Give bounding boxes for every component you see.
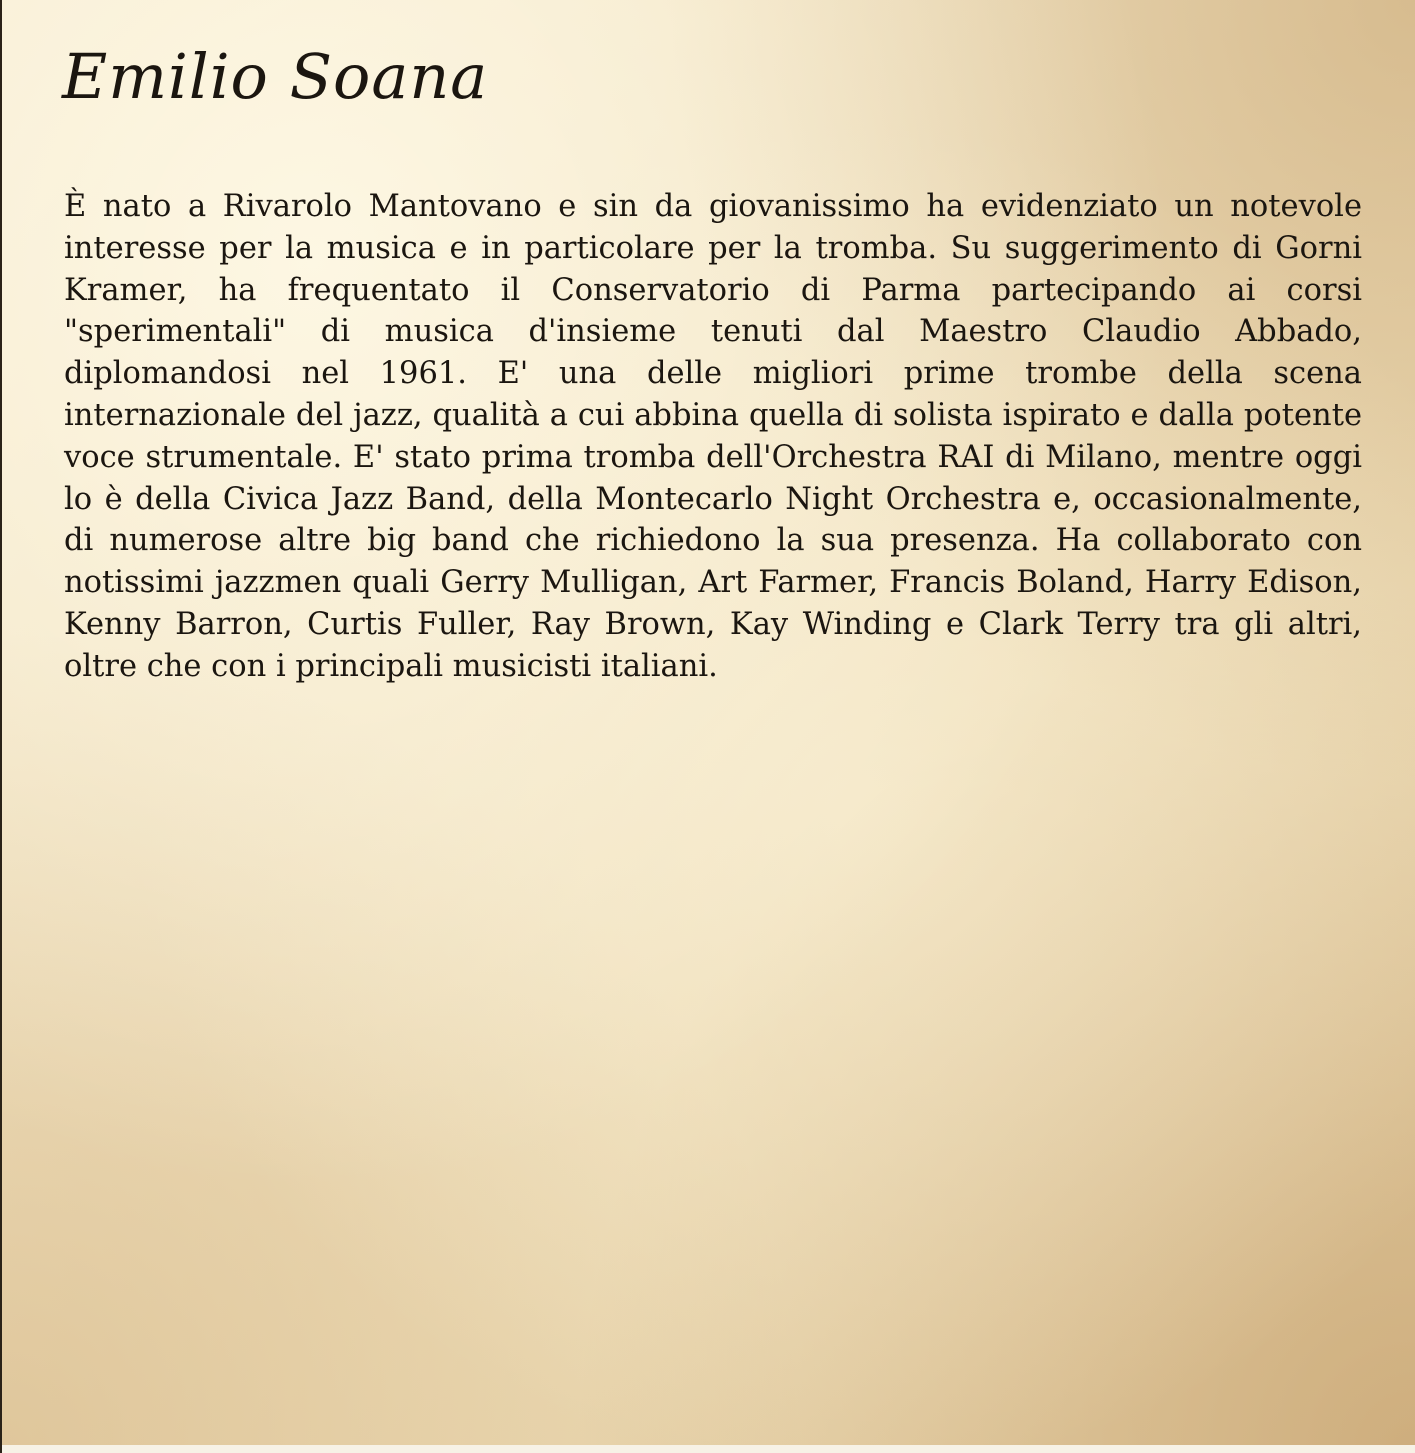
bottom-edge-strip bbox=[2, 1445, 1415, 1453]
page-title: Emilio Soana bbox=[62, 40, 489, 113]
biography-text: È nato a Rivarolo Mantovano e sin da giovanissimo ha evidenziato un notevole interesse per la musica e in particolare per la tromba. Su suggerimento di Gorni Kramer, ha frequentato il Conservatorio di Parma partecipando ai corsi "sperimentali" di musica d'insieme tenuti dal Maestro Claudio Abbado, diplomandosi nel 1961. E' una delle migliori prime trombe della scena internazionale del jazz, qualità a cui abbina quella di solista ispirato e dalla potente voce strumentale. E' stato prima tromba dell'Orchestra RAI di Milano, mentre oggi lo è della Civica Jazz Band, della Montecarlo Night Orchestra e, occasionalmente, di numerose altre big band che richiedono la sua presenza. Ha collaborato con notissimi jazzmen quali Gerry Mulligan, Art Farmer, Francis Boland, Harry Edison, Kenny Barron, Curtis Fuller, Ray Brown, Kay Winding e Clark Terry tra gli altri, oltre che con i principali musicisti italiani. bbox=[64, 189, 1362, 684]
